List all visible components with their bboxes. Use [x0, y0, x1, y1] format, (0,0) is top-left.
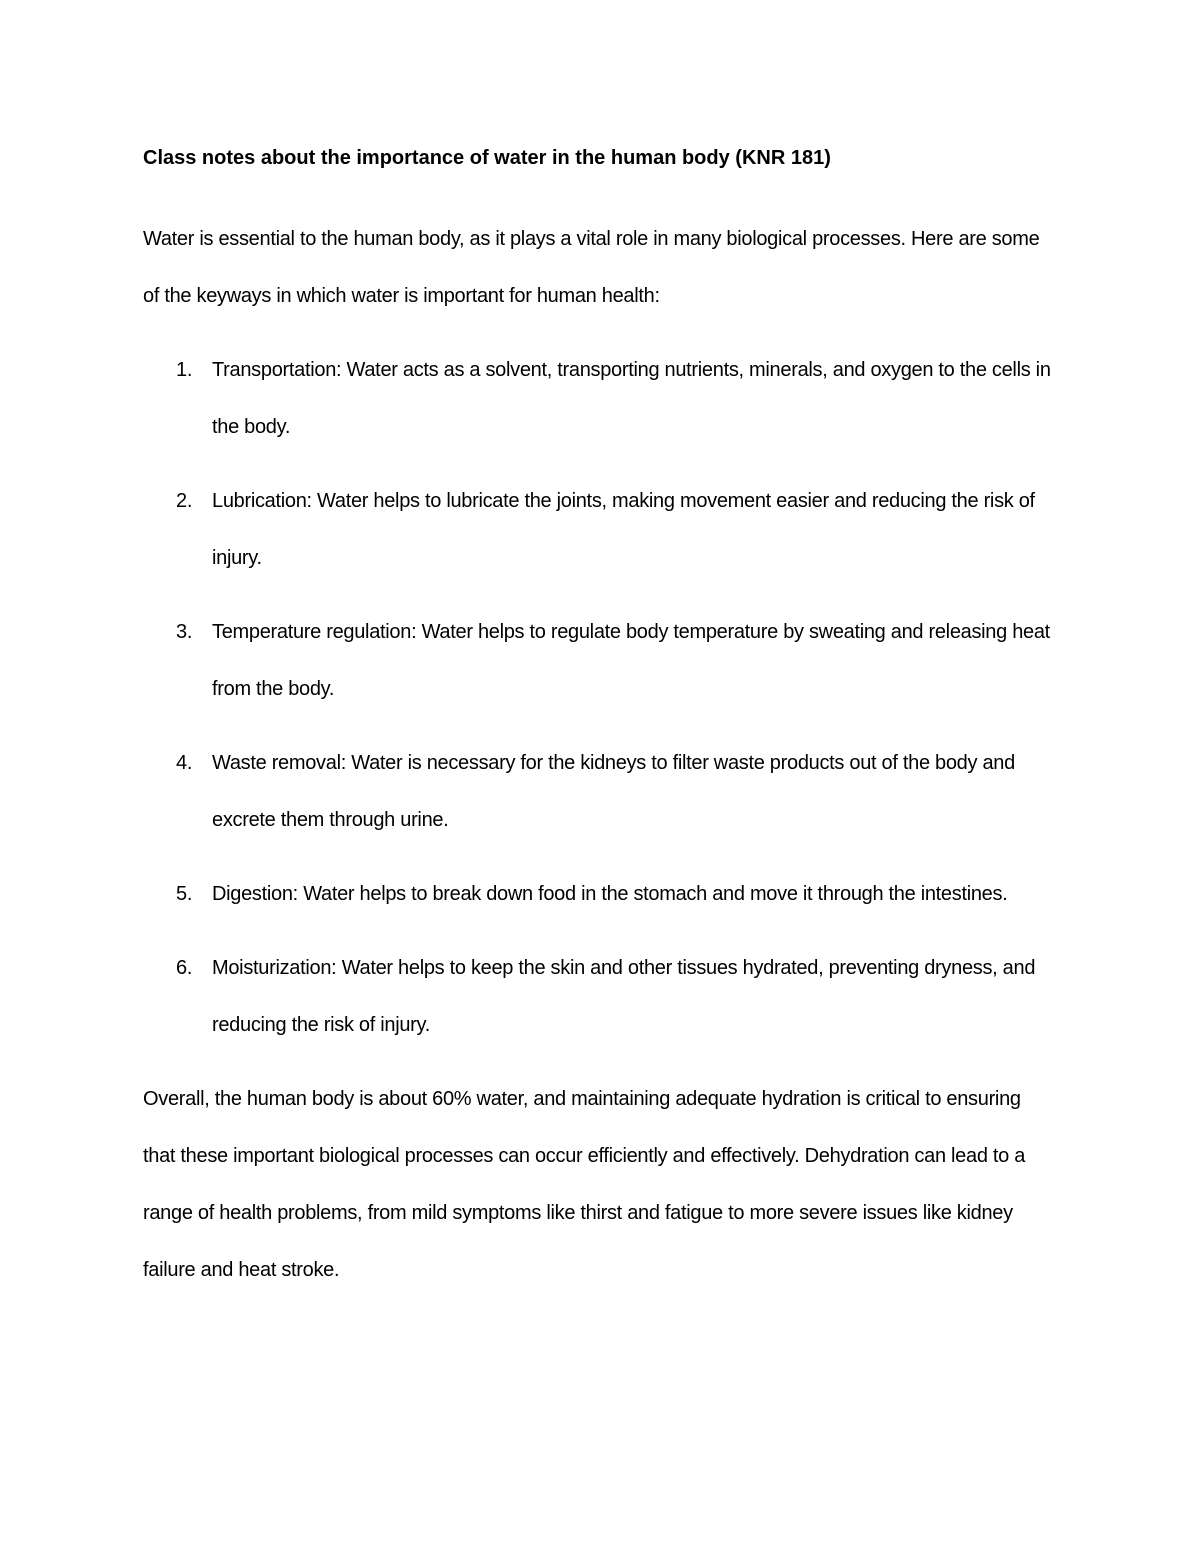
list-item-text: Lubrication: Water helps to lubricate the joints, making movement easier and reducing the risk of injury. [212, 490, 1035, 569]
list-item-number: 6. [176, 957, 193, 979]
list-item-number: 2. [176, 490, 193, 512]
list-item-text: Temperature regulation: Water helps to regulate body temperature by sweating and releasing heat from the body. [212, 621, 1050, 700]
list-item [143, 342, 1058, 456]
list-item [143, 604, 1058, 718]
closing-paragraph: Overall, the human body is about 60% water, and maintaining adequate hydration is critical to ensuring that these important biological processes can occur efficiently and effectively. Dehydration can lead to a range of health problems, from mild symptoms like thirst and fatigue to more severe issues like kidney failure and heat stroke. [143, 1088, 1026, 1281]
document-title: Class notes about the importance of water in the human body (KNR 181) [143, 147, 831, 169]
list-item-text: Waste removal: Water is necessary for the kidneys to filter waste products out of the body and excrete them through urine. [212, 752, 1015, 831]
list-item [143, 735, 1058, 849]
document-body [143, 138, 1058, 1299]
list-item-number: 3. [176, 621, 193, 643]
list-item-number: 5. [176, 883, 193, 905]
list-item-text: Digestion: Water helps to break down food in the stomach and move it through the intestines. [212, 883, 1008, 905]
list-item-text: Moisturization: Water helps to keep the skin and other tissues hydrated, preventing dryness, and reducing the risk of injury. [212, 957, 1036, 1036]
list-item [143, 940, 1058, 1054]
list-item-number: 1. [176, 359, 193, 381]
list-item-text: Transportation: Water acts as a solvent, transporting nutrients, minerals, and oxygen to the cells in the body. [212, 359, 1051, 438]
list-item [143, 866, 1058, 923]
numbered-list [143, 342, 1058, 1054]
list-item [143, 473, 1058, 587]
intro-paragraph: Water is essential to the human body, as it plays a vital role in many biological processes. Here are some of the keyways in which water is important for human health: [143, 228, 1040, 307]
list-item-number: 4. [176, 752, 193, 774]
